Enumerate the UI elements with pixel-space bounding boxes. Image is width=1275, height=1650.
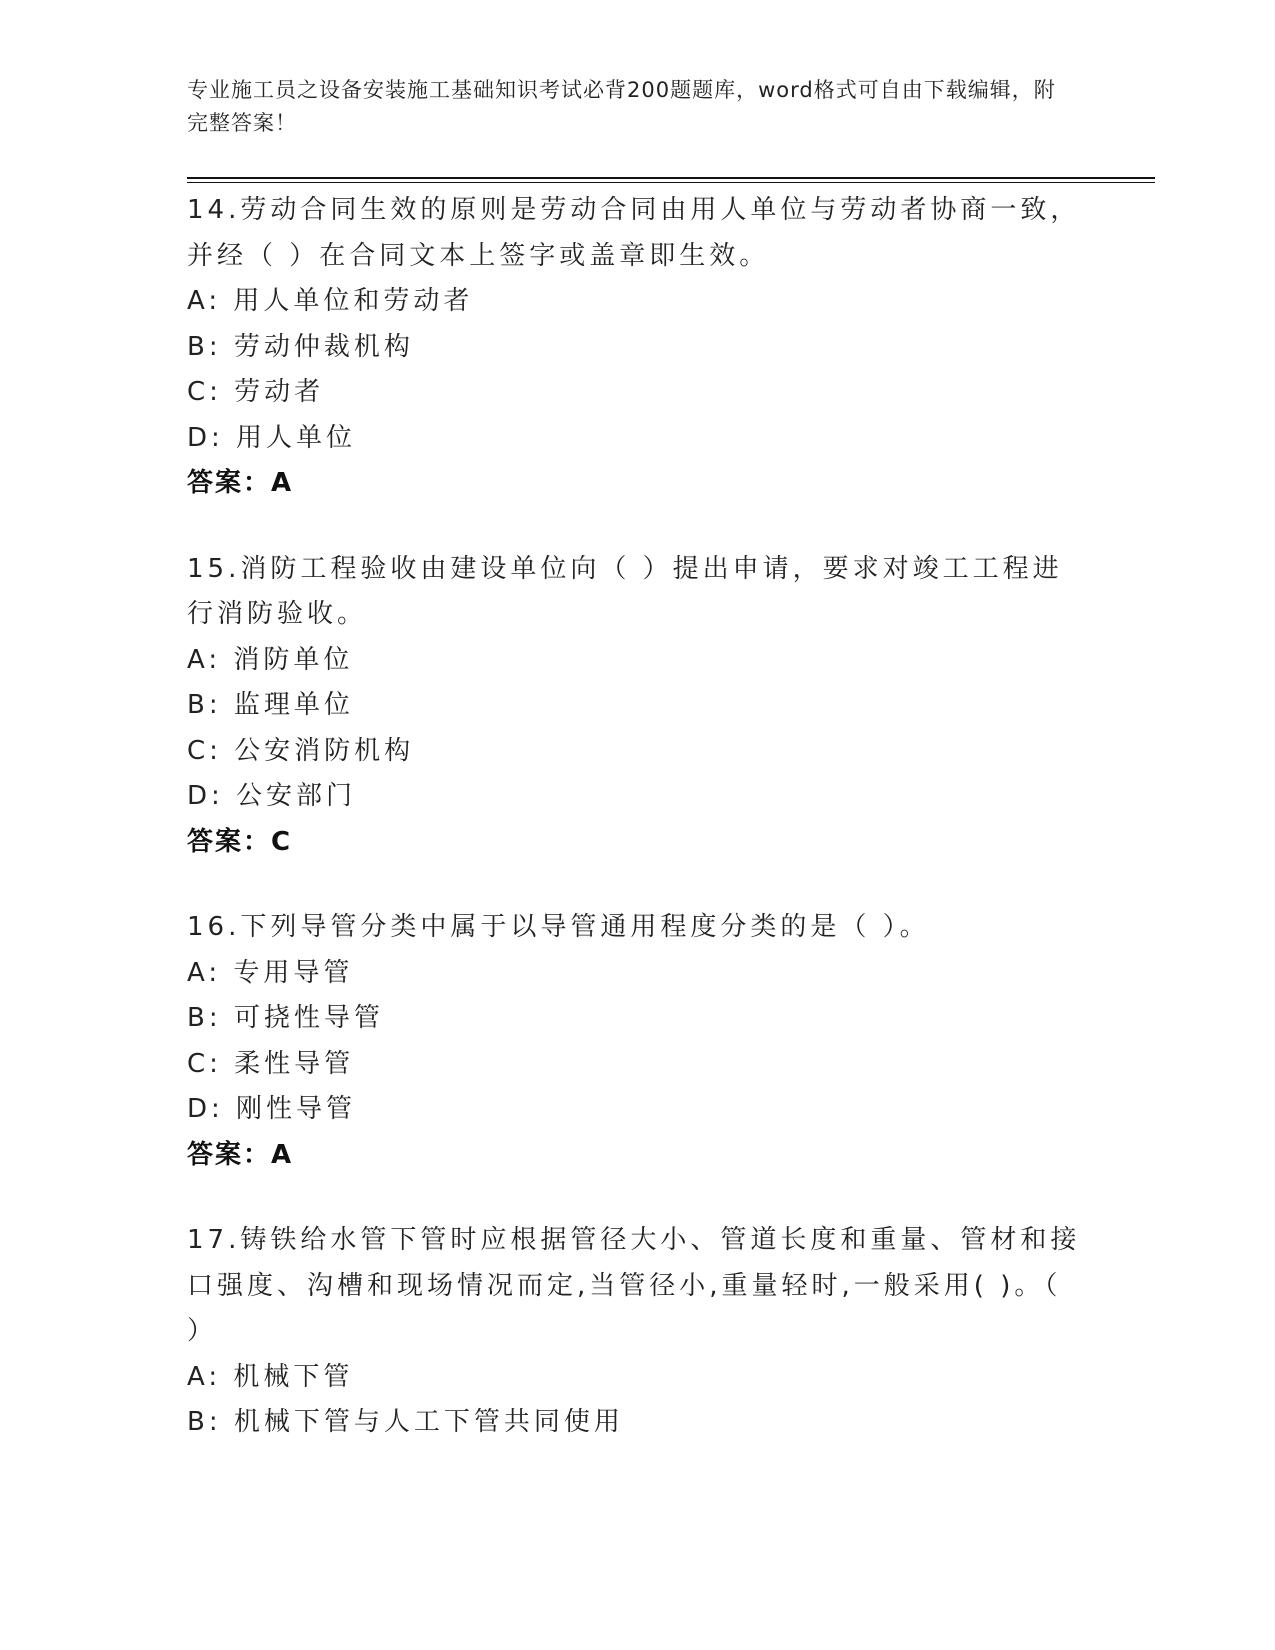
answer-label: 答案：A <box>187 468 294 498</box>
question-stem: 17.铸铁给水管下管时应根据管径大小、管道长度和重量、管材和接口强度、沟槽和现场情况而定,当管径小,重量轻时,一般采用( )。（ ） <box>187 1225 1081 1346</box>
document-header: 专业施工员之设备安装施工基础知识考试必背200题题库，word格式可自由下载编辑，附完整答案！ <box>187 78 1056 135</box>
question-stem: 16.下列导管分类中属于以导管通用程度分类的是（ ）。 <box>187 912 930 942</box>
option-a: A: 机械下管 <box>187 1361 354 1392</box>
header-divider-thin <box>187 182 1155 183</box>
option-c: C: 劳动者 <box>187 377 325 407</box>
answer-label: 答案：A <box>187 1139 294 1170</box>
header-divider <box>187 177 1155 179</box>
option-a: A: 用人单位和劳动者 <box>187 286 474 316</box>
answer-label: 答案：C <box>187 826 293 857</box>
question-list <box>187 188 1087 1486</box>
question-14 <box>187 188 1087 507</box>
option-a: A: 消防单位 <box>187 644 354 675</box>
question-16 <box>187 905 1087 1178</box>
option-b: B: 劳动仲裁机构 <box>187 331 414 362</box>
option-d: D: 用人单位 <box>187 422 357 453</box>
option-b: B: 监理单位 <box>187 690 354 720</box>
option-d: D: 刚性导管 <box>187 1094 357 1124</box>
question-stem: 15.消防工程验收由建设单位向（ ）提出申请，要求对竣工工程进行消防验收。 <box>187 553 1063 629</box>
option-c: C: 柔性导管 <box>187 1048 355 1079</box>
question-stem: 14.劳动合同生效的原则是劳动合同由用人单位与劳动者协商一致，并经（ ）在合同文本上签字或盖章即生效。 <box>187 195 1081 271</box>
option-b: B: 机械下管与人工下管共同使用 <box>187 1407 624 1437</box>
question-17 <box>187 1218 1087 1446</box>
option-d: D: 公安部门 <box>187 781 357 811</box>
option-b: B: 可挠性导管 <box>187 1003 384 1033</box>
option-c: C: 公安消防机构 <box>187 735 415 766</box>
option-a: A: 专用导管 <box>187 957 354 988</box>
question-15 <box>187 547 1087 866</box>
